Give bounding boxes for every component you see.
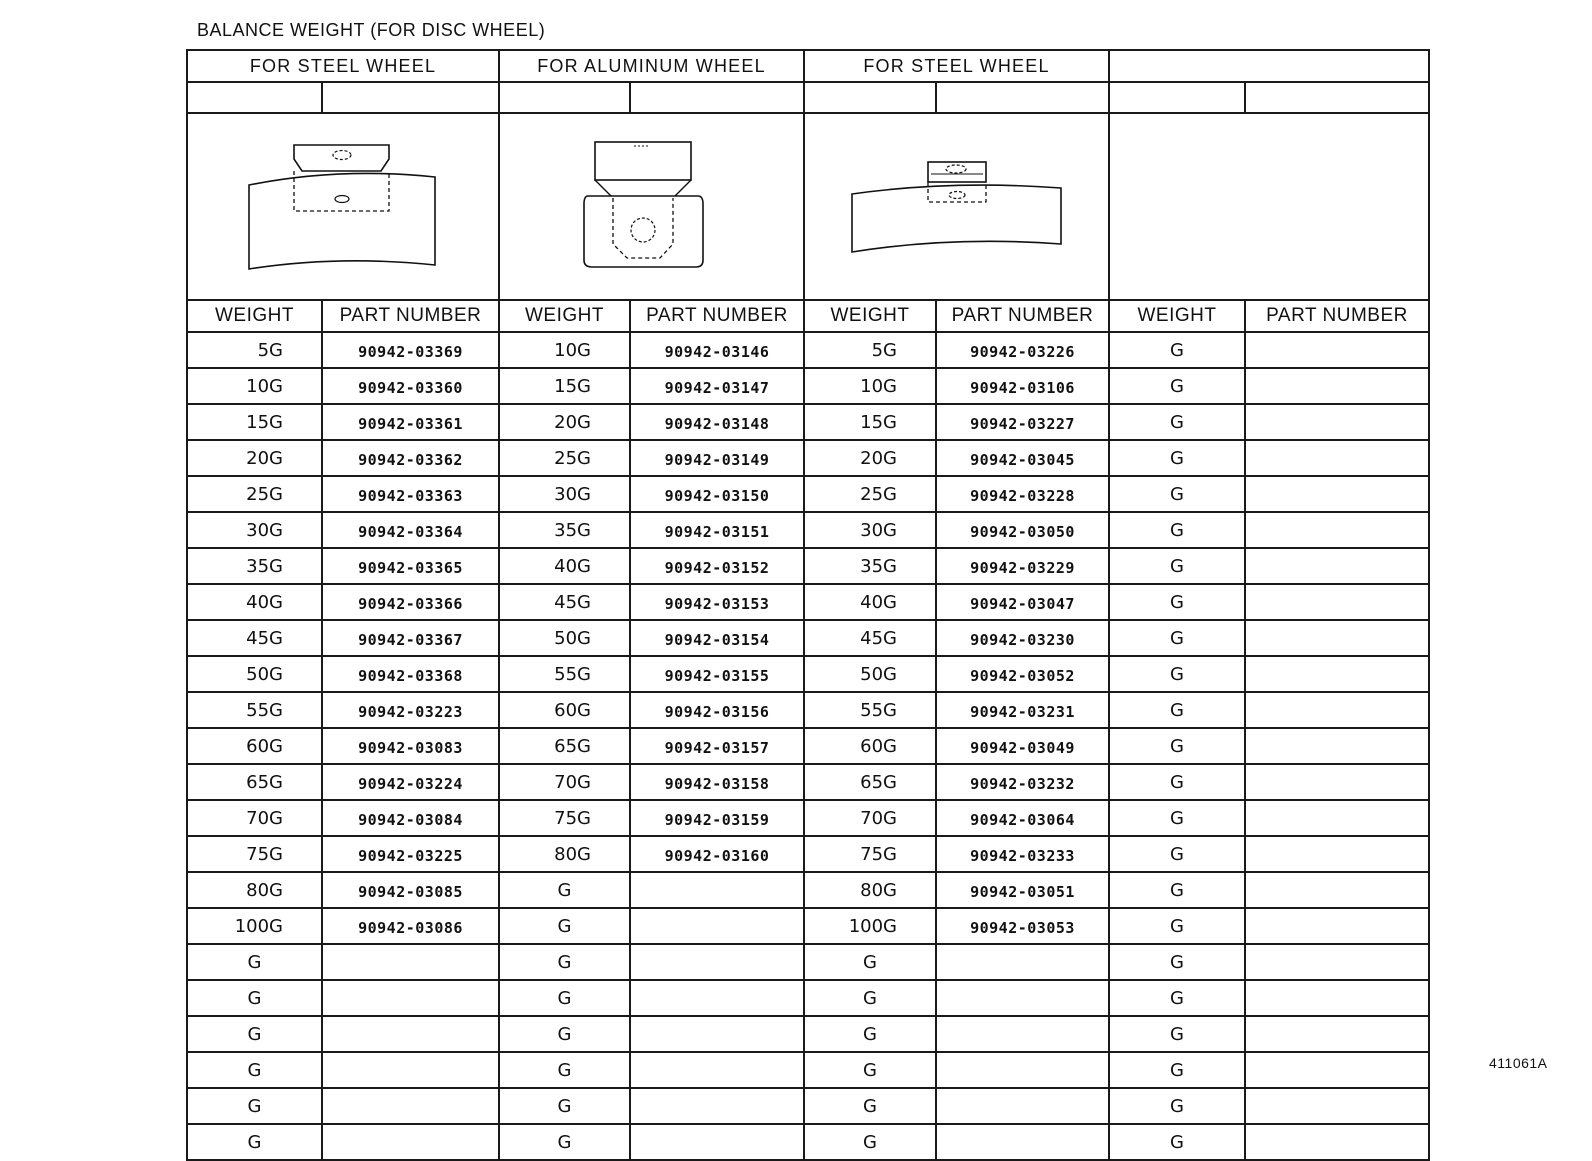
part-number-cell: 90942-03050 [936,512,1109,548]
part-number-cell: 90942-03365 [322,548,499,584]
weight-cell: G [804,1016,936,1052]
weight-cell: G [1109,980,1245,1016]
balance-weight-table [186,49,1430,1161]
part-number-cell: 90942-03233 [936,836,1109,872]
table-row [187,1088,1429,1124]
empty-illustration [1109,113,1429,300]
part-number-cell [1245,1088,1429,1124]
group-heading: FOR STEEL WHEEL [804,50,1109,82]
weight-cell: 65G [187,764,322,800]
aluminum-weight-drawing [552,132,752,282]
blank-cell [804,82,936,113]
part-number-cell: 90942-03369 [322,332,499,368]
table-row [187,332,1429,368]
weight-cell: 80G [804,872,936,908]
table-row [187,368,1429,404]
part-number-cell [1245,368,1429,404]
part-number-header: PART NUMBER [1245,300,1429,332]
weight-cell: G [1109,1124,1245,1160]
part-number-cell [630,1088,804,1124]
part-number-cell: 90942-03083 [322,728,499,764]
steel-clip-weight-drawing [243,137,443,277]
weight-cell: 5G [804,332,936,368]
part-number-cell [630,1016,804,1052]
weight-cell: 55G [187,692,322,728]
table-row [187,512,1429,548]
part-number-cell: 90942-03363 [322,476,499,512]
part-number-cell [322,1124,499,1160]
weight-cell: 50G [804,656,936,692]
weight-cell: G [804,1052,936,1088]
part-number-cell: 90942-03229 [936,548,1109,584]
weight-cell: G [499,1088,630,1124]
table-row [187,944,1429,980]
weight-cell: 35G [804,548,936,584]
part-number-cell: 90942-03160 [630,836,804,872]
blank-cell [1109,82,1245,113]
table-row [187,980,1429,1016]
table-row [187,1124,1429,1160]
weight-cell: 45G [804,620,936,656]
part-number-cell [936,944,1109,980]
weight-cell: G [1109,836,1245,872]
weight-cell: 80G [499,836,630,872]
weight-cell: 40G [187,584,322,620]
weight-cell: 10G [187,368,322,404]
blank-cell [936,82,1109,113]
weight-cell: G [1109,476,1245,512]
table-row [187,548,1429,584]
weight-cell: 70G [499,764,630,800]
part-number-cell: 90942-03361 [322,404,499,440]
weight-cell: 20G [187,440,322,476]
group-heading: FOR ALUMINUM WHEEL [499,50,804,82]
part-number-cell [1245,1124,1429,1160]
part-number-cell [322,980,499,1016]
blank-cell [187,82,322,113]
weight-cell: G [499,944,630,980]
blank-cell [322,82,499,113]
steel-flat-weight-illustration [804,113,1109,300]
weight-cell: 10G [499,332,630,368]
table-row [187,836,1429,872]
part-number-cell: 90942-03231 [936,692,1109,728]
part-number-cell [1245,836,1429,872]
weight-cell: G [1109,368,1245,404]
weight-cell: G [1109,620,1245,656]
weight-cell: G [1109,584,1245,620]
part-number-cell [1245,656,1429,692]
group-heading: FOR STEEL WHEEL [187,50,499,82]
weight-cell: 60G [187,728,322,764]
part-number-cell [1245,548,1429,584]
part-number-cell: 90942-03224 [322,764,499,800]
weight-cell: 30G [499,476,630,512]
part-number-header: PART NUMBER [630,300,804,332]
weight-cell: G [1109,908,1245,944]
weight-cell: G [1109,512,1245,548]
part-number-cell [936,1016,1109,1052]
weight-cell: G [187,1016,322,1052]
weight-cell: 25G [187,476,322,512]
blank-cell [499,82,630,113]
part-number-cell: 90942-03153 [630,584,804,620]
part-number-cell: 90942-03228 [936,476,1109,512]
weight-cell: 20G [499,404,630,440]
weight-cell: 35G [187,548,322,584]
table-row [187,1052,1429,1088]
weight-header: WEIGHT [804,300,936,332]
part-number-cell: 90942-03367 [322,620,499,656]
part-number-cell: 90942-03364 [322,512,499,548]
part-number-cell [1245,944,1429,980]
weight-cell: 50G [499,620,630,656]
part-number-cell: 90942-03146 [630,332,804,368]
weight-cell: G [187,980,322,1016]
table-row [187,764,1429,800]
table-row [187,908,1429,944]
weight-cell: 30G [804,512,936,548]
weight-cell: G [1109,944,1245,980]
weight-cell: 45G [499,584,630,620]
part-number-cell [1245,404,1429,440]
part-number-cell [1245,584,1429,620]
part-number-cell [1245,800,1429,836]
part-number-cell [1245,764,1429,800]
blank-cell [630,82,804,113]
steel-flat-weight-drawing [847,152,1067,262]
weight-cell: 15G [187,404,322,440]
weight-cell: 100G [804,908,936,944]
weight-cell: G [499,872,630,908]
weight-cell: G [1109,692,1245,728]
part-number-cell: 90942-03360 [322,368,499,404]
figure-id: 411061A [1489,1055,1548,1071]
weight-cell: G [1109,1052,1245,1088]
part-number-cell: 90942-03366 [322,584,499,620]
weight-cell: G [1109,440,1245,476]
part-number-cell [322,1052,499,1088]
weight-cell: G [187,1052,322,1088]
part-number-cell: 90942-03106 [936,368,1109,404]
part-number-cell [630,944,804,980]
part-number-cell: 90942-03151 [630,512,804,548]
part-number-cell: 90942-03148 [630,404,804,440]
part-number-cell: 90942-03223 [322,692,499,728]
weight-header: WEIGHT [187,300,322,332]
part-number-cell [630,1052,804,1088]
weight-cell: G [1109,656,1245,692]
aluminum-weight-illustration [499,113,804,300]
weight-cell: 15G [804,404,936,440]
part-number-cell: 90942-03086 [322,908,499,944]
weight-cell: 65G [804,764,936,800]
weight-cell: G [1109,800,1245,836]
steel-clip-weight-illustration [187,113,499,300]
part-number-cell [1245,908,1429,944]
part-number-cell: 90942-03230 [936,620,1109,656]
part-number-cell: 90942-03150 [630,476,804,512]
part-number-cell: 90942-03159 [630,800,804,836]
weight-cell: G [1109,404,1245,440]
part-number-cell [1245,476,1429,512]
weight-cell: G [1109,872,1245,908]
part-number-cell: 90942-03155 [630,656,804,692]
weight-cell: 70G [804,800,936,836]
weight-cell: 5G [187,332,322,368]
weight-cell: G [1109,548,1245,584]
weight-cell: 70G [187,800,322,836]
weight-cell: 45G [187,620,322,656]
part-number-cell: 90942-03226 [936,332,1109,368]
weight-cell: 25G [499,440,630,476]
weight-cell: G [499,908,630,944]
part-number-cell: 90942-03156 [630,692,804,728]
part-number-cell [1245,980,1429,1016]
weight-cell: 10G [804,368,936,404]
group-heading [1109,50,1429,82]
weight-cell: G [1109,764,1245,800]
part-number-cell [322,944,499,980]
part-number-cell [936,980,1109,1016]
part-number-cell: 90942-03049 [936,728,1109,764]
part-number-cell [1245,692,1429,728]
weight-cell: G [1109,332,1245,368]
part-number-cell: 90942-03047 [936,584,1109,620]
blank-cell [1245,82,1429,113]
table-row [187,440,1429,476]
weight-cell: 20G [804,440,936,476]
part-number-cell [1245,512,1429,548]
part-number-cell: 90942-03158 [630,764,804,800]
part-number-cell [936,1052,1109,1088]
part-number-cell [630,980,804,1016]
part-number-cell [1245,728,1429,764]
weight-cell: 25G [804,476,936,512]
weight-cell: G [499,1016,630,1052]
part-number-cell: 90942-03232 [936,764,1109,800]
weight-cell: G [499,1124,630,1160]
table-row [187,620,1429,656]
weight-cell: 15G [499,368,630,404]
weight-cell: G [1109,728,1245,764]
weight-cell: G [1109,1016,1245,1052]
weight-cell: G [499,980,630,1016]
weight-cell: 55G [499,656,630,692]
blank-row [187,82,1429,113]
part-number-cell [1245,332,1429,368]
weight-cell: 55G [804,692,936,728]
weight-cell: G [804,1088,936,1124]
part-number-cell [936,1124,1109,1160]
weight-cell: G [804,1124,936,1160]
weight-cell: G [187,1088,322,1124]
part-number-cell: 90942-03084 [322,800,499,836]
table-row [187,800,1429,836]
part-number-cell [1245,620,1429,656]
illustration-row [187,113,1429,300]
weight-cell: G [1109,1088,1245,1124]
part-number-cell: 90942-03147 [630,368,804,404]
table-row [187,404,1429,440]
part-number-cell [630,908,804,944]
part-number-cell: 90942-03152 [630,548,804,584]
part-number-cell [322,1088,499,1124]
part-number-cell [1245,872,1429,908]
column-header-row [187,300,1429,332]
weight-cell: G [804,980,936,1016]
weight-cell: 30G [187,512,322,548]
document-title: BALANCE WEIGHT (FOR DISC WHEEL) [197,20,546,40]
weight-cell: 35G [499,512,630,548]
weight-cell: 65G [499,728,630,764]
part-number-cell: 90942-03051 [936,872,1109,908]
part-number-cell: 90942-03154 [630,620,804,656]
weight-header: WEIGHT [1109,300,1245,332]
weight-cell: 40G [499,548,630,584]
weight-header: WEIGHT [499,300,630,332]
table-row [187,656,1429,692]
weight-cell: 100G [187,908,322,944]
weight-cell: 75G [187,836,322,872]
part-number-cell [1245,440,1429,476]
part-number-cell: 90942-03149 [630,440,804,476]
table-row [187,692,1429,728]
part-number-cell [1245,1016,1429,1052]
part-number-cell: 90942-03368 [322,656,499,692]
weight-cell: G [499,1052,630,1088]
weight-cell: G [187,944,322,980]
group-heading-row [187,50,1429,82]
weight-cell: 80G [187,872,322,908]
weight-cell: G [187,1124,322,1160]
part-number-cell: 90942-03085 [322,872,499,908]
table-row [187,476,1429,512]
part-number-cell: 90942-03053 [936,908,1109,944]
table-row [187,1016,1429,1052]
weight-cell: 60G [804,728,936,764]
table-row [187,872,1429,908]
weight-cell: 75G [499,800,630,836]
part-number-header: PART NUMBER [322,300,499,332]
weight-cell: 75G [804,836,936,872]
part-number-cell [936,1088,1109,1124]
part-number-cell [1245,1052,1429,1088]
part-number-cell: 90942-03052 [936,656,1109,692]
weight-cell: 50G [187,656,322,692]
part-number-header: PART NUMBER [936,300,1109,332]
part-number-cell: 90942-03362 [322,440,499,476]
part-number-cell: 90942-03225 [322,836,499,872]
part-number-cell [322,1016,499,1052]
weight-cell: G [804,944,936,980]
part-number-cell [630,872,804,908]
part-number-cell: 90942-03045 [936,440,1109,476]
part-number-cell: 90942-03157 [630,728,804,764]
table-row [187,584,1429,620]
weight-cell: 40G [804,584,936,620]
weight-cell: 60G [499,692,630,728]
part-number-cell [630,1124,804,1160]
part-number-cell: 90942-03064 [936,800,1109,836]
part-number-cell: 90942-03227 [936,404,1109,440]
table-row [187,728,1429,764]
